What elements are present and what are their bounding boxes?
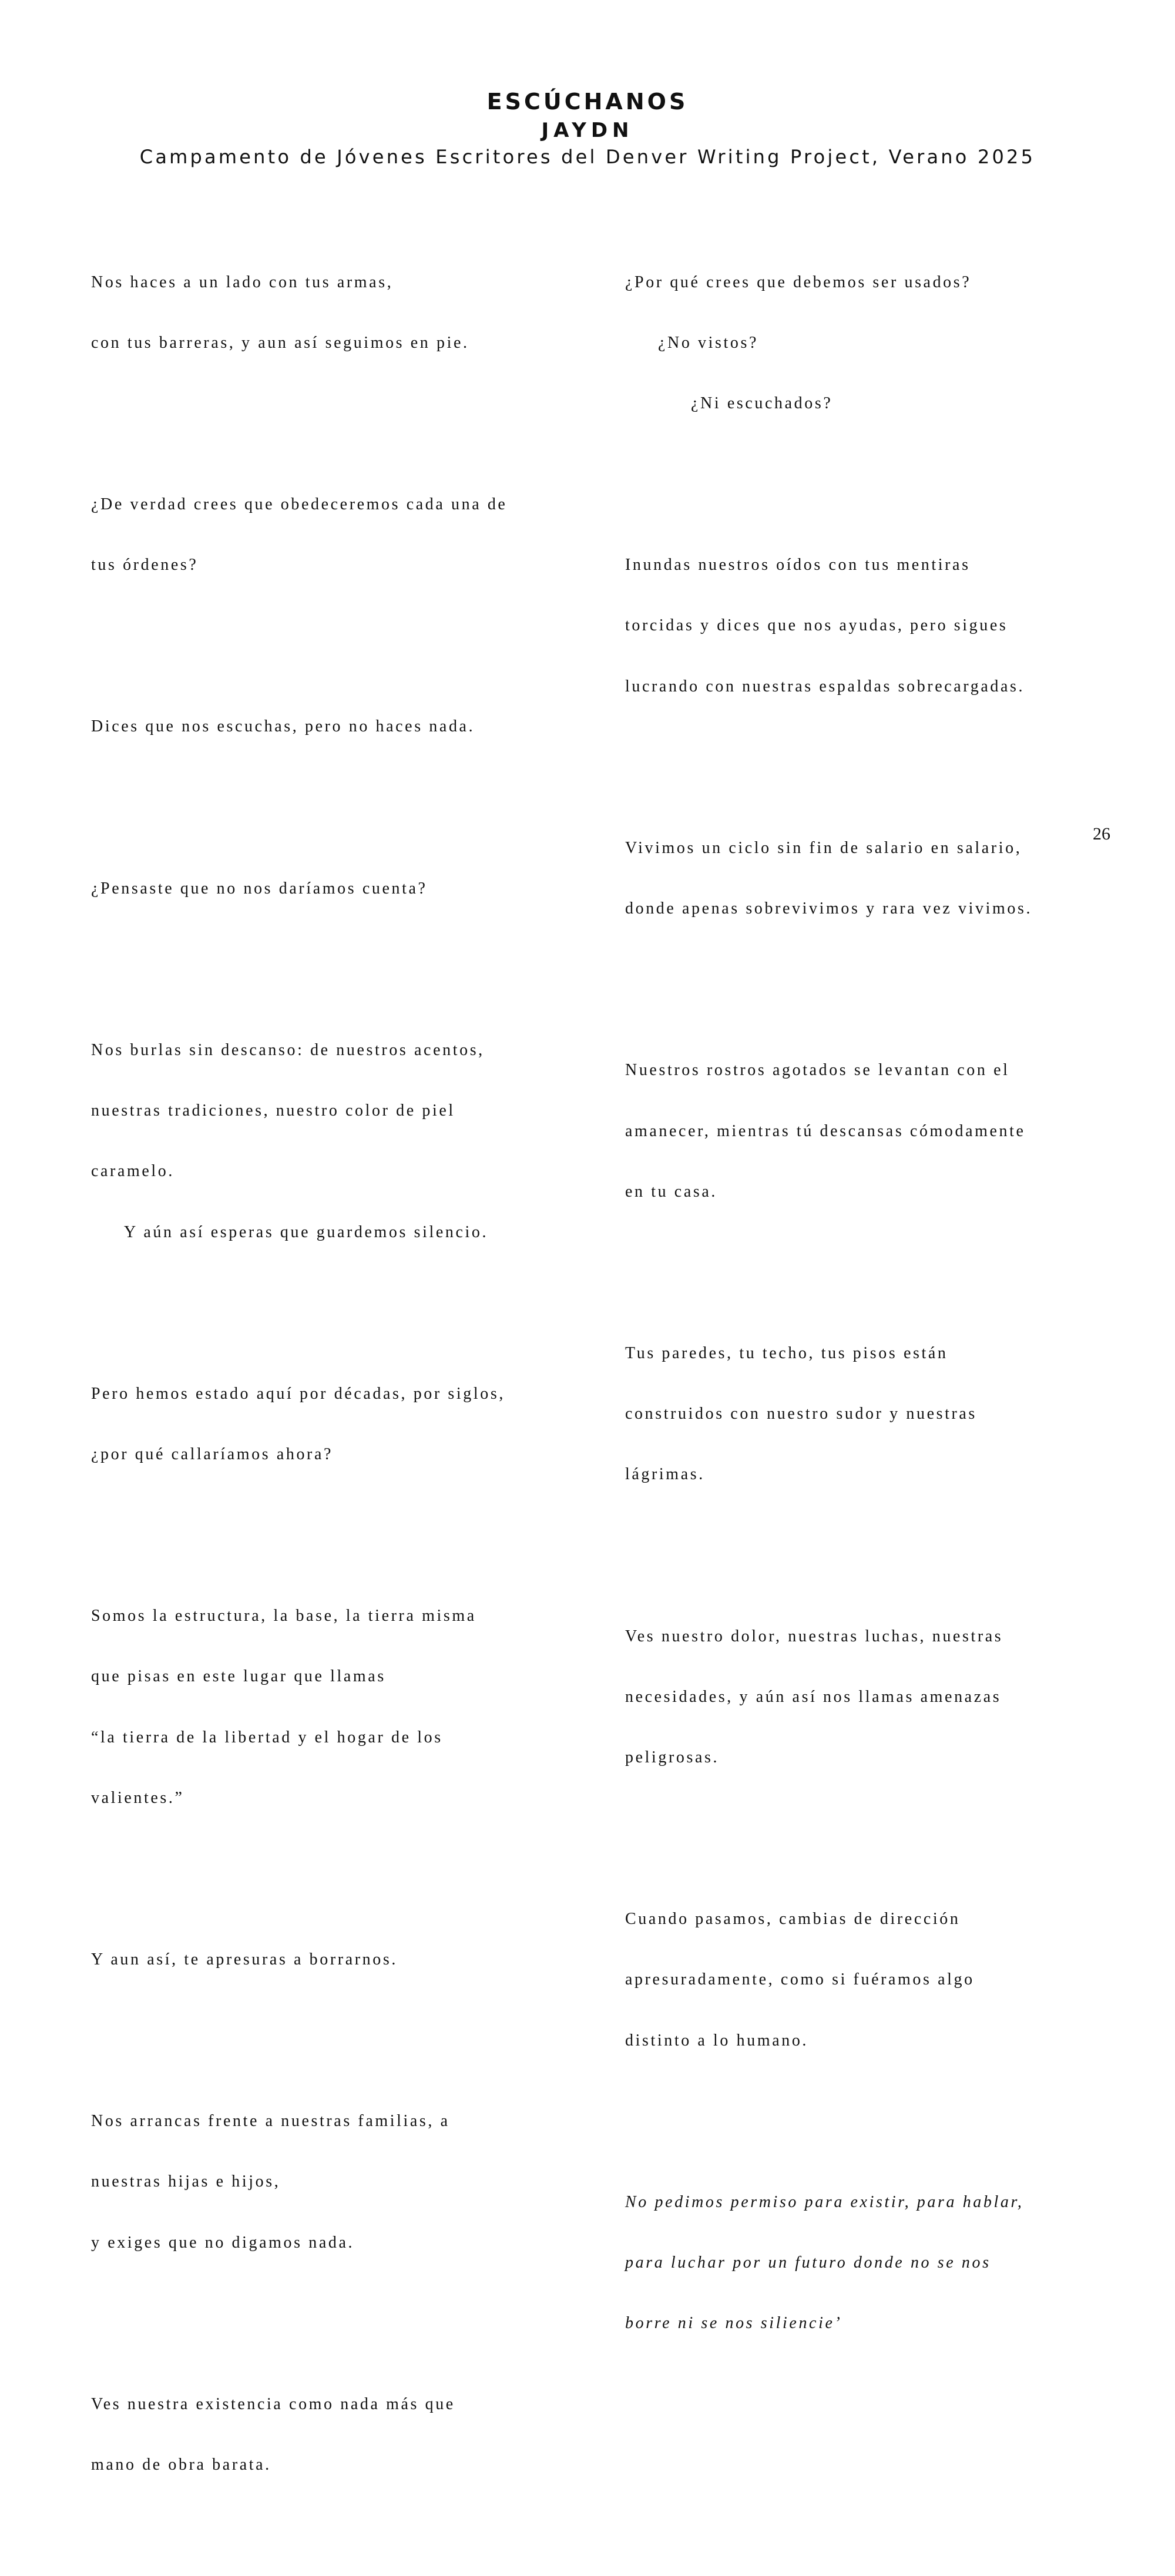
poem-line: Nuestros rostros agotados se levantan con el bbox=[625, 1061, 1010, 1080]
stanza bbox=[625, 1586, 1142, 1808]
poem-subtitle: Campamento de Jóvenes Escritores del Denver Writing Project, Verano 2025 bbox=[139, 146, 1036, 168]
poem-line: borre ni se nos siliencie’ bbox=[625, 2314, 842, 2333]
stanza bbox=[625, 515, 1142, 737]
stanza bbox=[91, 677, 573, 778]
stanza bbox=[91, 454, 573, 616]
stanza bbox=[91, 1909, 573, 2010]
poem-line: Somos la estructura, la base, la tierra misma bbox=[91, 1607, 476, 1625]
poem-line: Pero hemos estado aquí por décadas, por siglos, bbox=[91, 1384, 505, 1403]
poem-line: Dices que nos escuchas, pero no haces nada. bbox=[91, 717, 475, 736]
poem-line: Tus paredes, tu techo, tus pisos están bbox=[625, 1344, 948, 1362]
closing-stanza bbox=[625, 2152, 1142, 2374]
poem-line: ¿Ni escuchados? bbox=[691, 394, 833, 413]
poem-line: construidos con nuestro sudor y nuestras bbox=[625, 1405, 977, 1423]
poem-line: y exiges que no digamos nada. bbox=[91, 2233, 355, 2252]
poem-line: Inundas nuestros oídos con tus mentiras bbox=[625, 556, 971, 575]
poem-line: para luchar por un futuro donde no se nos bbox=[625, 2253, 991, 2272]
poem-line: caramelo. bbox=[91, 1162, 174, 1181]
stanza bbox=[91, 2071, 573, 2293]
poem-line: amanecer, mientras tú descansas cómodamente bbox=[625, 1121, 1026, 1140]
stanza bbox=[625, 798, 1142, 959]
poem-line: valientes.” bbox=[91, 1788, 184, 1807]
poem-line: nuestras hijas e hijos, bbox=[91, 2172, 281, 2191]
poem-right-column bbox=[625, 192, 1142, 2435]
poem-line: Cuando pasamos, cambias de dirección bbox=[625, 1910, 961, 1929]
poem-line: “la tierra de la libertad y el hogar de los bbox=[91, 1728, 443, 1747]
poem-line: mano de obra barata. bbox=[91, 2456, 271, 2474]
poem-line: peligrosas. bbox=[625, 1748, 720, 1766]
poem-line: ¿Por qué crees que debemos ser usados? bbox=[625, 273, 972, 291]
stanza bbox=[91, 1344, 573, 1505]
poem-line: Vivimos un ciclo sin fin de salario en salario, bbox=[625, 838, 1022, 857]
poem-line: Nos burlas sin descanso: de nuestros acentos, bbox=[91, 1040, 485, 1059]
poem-left-column bbox=[91, 192, 573, 2576]
poem-line: ¿De verdad crees que obedeceremos cada una de bbox=[91, 495, 508, 514]
stanza bbox=[625, 232, 1142, 454]
stanza bbox=[625, 1869, 1142, 2091]
poem-author: JAYDN bbox=[541, 119, 634, 142]
poem-line: distinto a lo humano. bbox=[625, 2031, 809, 2050]
poem-line: Nos haces a un lado con tus armas, bbox=[91, 273, 394, 291]
poem-line: que pisas en este lugar que llamas bbox=[91, 1667, 386, 1686]
stanza bbox=[625, 1020, 1142, 1242]
stanza bbox=[91, 2354, 573, 2515]
poem-line: Ves nuestro dolor, nuestras luchas, nuestras bbox=[625, 1627, 1003, 1645]
poem-line: en tu casa. bbox=[625, 1182, 717, 1201]
poem-line: con tus barreras, y aun así seguimos en pie. bbox=[91, 333, 469, 352]
stanza bbox=[91, 1000, 573, 1283]
poem-line: Y aun así, te apresuras a borrarnos. bbox=[91, 1950, 398, 1969]
poem-title: ESCÚCHANOS bbox=[486, 89, 689, 115]
poem-line: apresuradamente, como si fuéramos algo bbox=[625, 1970, 975, 1989]
stanza bbox=[91, 1566, 573, 1849]
stanza bbox=[91, 232, 573, 394]
poem-line: Nos arrancas frente a nuestras familias, a bbox=[91, 2112, 450, 2131]
stanza bbox=[625, 1303, 1142, 1525]
poem-line: Y aún así esperas que guardemos silencio. bbox=[124, 1222, 489, 1241]
poem-line: Ves nuestra existencia como nada más que bbox=[91, 2394, 455, 2413]
poem-line: ¿por qué callaríamos ahora? bbox=[91, 1445, 334, 1463]
poem-line: lucrando con nuestras espaldas sobrecargadas. bbox=[625, 677, 1025, 696]
poem-line: torcidas y dices que nos ayudas, pero sigues bbox=[625, 616, 1008, 635]
poem-line: ¿No vistos? bbox=[658, 333, 759, 352]
poem-line: nuestras tradiciones, nuestro color de piel bbox=[91, 1101, 455, 1120]
poem-line: necesidades, y aún así nos llamas amenazas bbox=[625, 1687, 1002, 1706]
page-number: 26 bbox=[1093, 824, 1110, 844]
poem-line: donde apenas sobrevivimos y rara vez vivimos. bbox=[625, 899, 1033, 918]
poem-line: No pedimos permiso para existir, para hablar, bbox=[625, 2192, 1024, 2211]
poem-line: tus órdenes? bbox=[91, 556, 199, 575]
stanza bbox=[91, 838, 573, 939]
poem-line: ¿Pensaste que no nos daríamos cuenta? bbox=[91, 879, 428, 898]
poem-line: lágrimas. bbox=[625, 1465, 705, 1484]
